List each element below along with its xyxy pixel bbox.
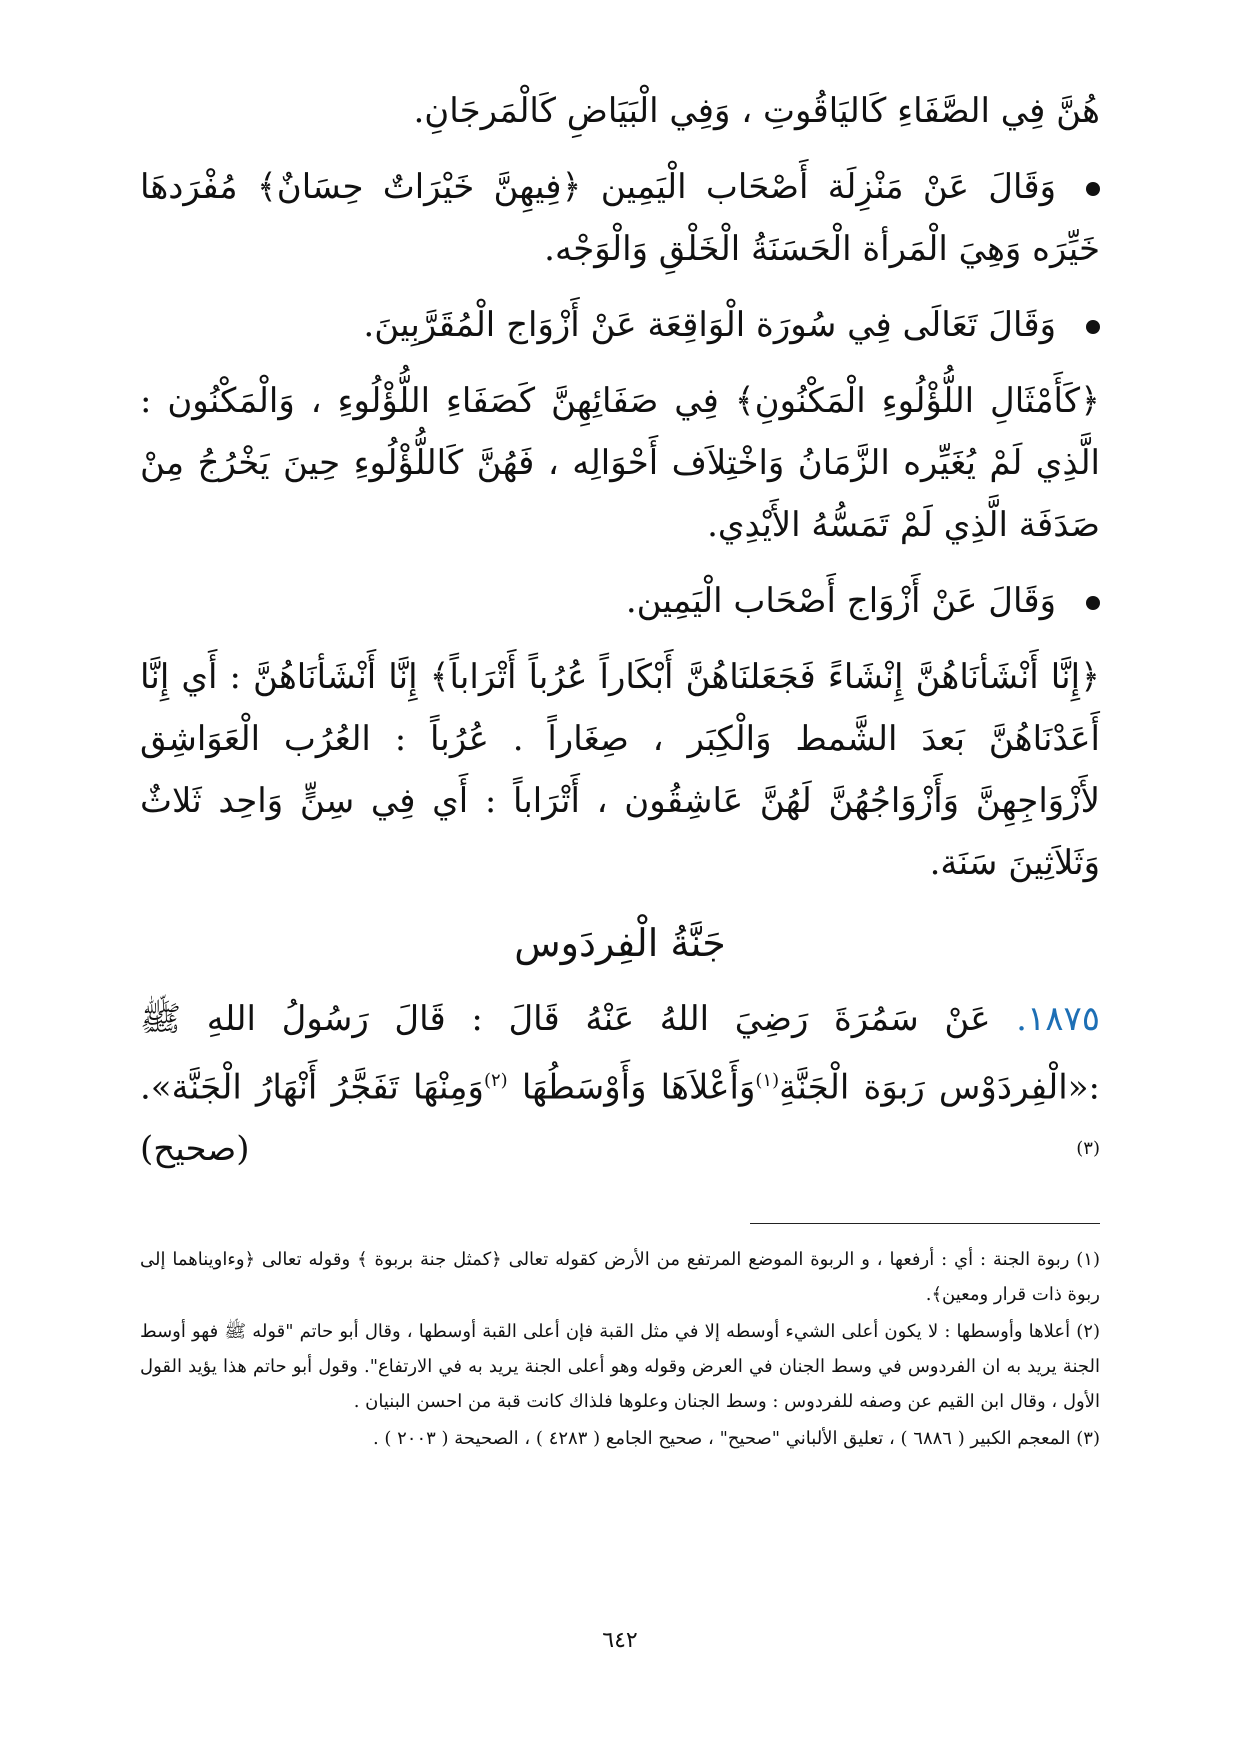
paragraph-5 — [140, 570, 1100, 632]
hadith-text-part2: وَأَعْلاَهَا وَأَوْسَطُهَا — [507, 1067, 756, 1108]
footnote-1: (١) ربوة الجنة : أي : أرفعها ، و الربوة الموضع المرتفع من الأرض كقوله تعالى ﴿كمثل جنة بربوة ﴾ وقوله تعالى ﴿وءاويناهما إلى ربوة ذات قرار ومعين﴾. — [140, 1248, 1100, 1305]
footnote-ref-3[interactable]: (٣) — [1076, 1138, 1100, 1160]
paragraph-4: ﴿كَأَمْثَالِ اللُّؤْلُوءِ الْمَكْنُونِ﴾ فِي صَفَائِهِنَّ كَصَفَاءِ اللُّؤْلُوءِ ، وَالْمَكْنُون : الَّذِي لَمْ يُغَيِّره الزَّمَانُ وَاخْتِلاَف أَحْوَالِه ، فَهُنَّ كَاللُّؤْلُوءِ حِينَ يَخْرُجُ مِنْ صَدَفَة الَّذِي لَمْ تَمَسُّهُ الأَيْدِي. — [140, 381, 1100, 545]
footnotes — [140, 1242, 1100, 1456]
paragraph-2 — [140, 156, 1100, 280]
paragraph-3 — [140, 294, 1100, 356]
footnote-3: (٣) المعجم الكبير ( ٦٨٨٦ ) ، تعليق الألباني "صحيح" ، صحيح الجامع ( ٤٢٨٣ ) ، الصحيحة ( ٢٠٠٣ ) . — [372, 1427, 1100, 1449]
bullet-icon — [1086, 596, 1100, 610]
paragraph-6: ﴿إِنَّا أَنْشَأنَاهُنَّ إِنْشَاءً فَجَعَلنَاهُنَّ أَبْكَاراً عُرُباً أَتْرَاباً﴾ إِنَّا أَنْشَأنَاهُنَّ : أَي إِنَّا أَعَدْنَاهُنَّ بَعدَ الشَّمط وَالْكِبَر ، صِغَاراً . عُرُباً : العُرُب الْعَوَاشِق لأَزْوَاجِهِنَّ وَأَزْوَاجُهُنَّ لَهُنَّ عَاشِقُون ، أَتْرَاباً : أَي فِي سِنٍّ وَاحِد ثَلاثٌ وَثَلاَثِينَ سَنَة. — [140, 657, 1100, 883]
section-heading: جَنَّةُ الْفِردَوس — [514, 921, 726, 965]
paragraph-5-text: وَقَالَ عَنْ أَزْوَاج أَصْحَاب الْيَمِين. — [625, 581, 1056, 621]
hadith-number: ١٨٧٥. — [1016, 999, 1100, 1039]
bullet-icon — [1086, 320, 1100, 334]
hadith-paragraph — [140, 988, 1100, 1187]
footnote-2: (٢) أعلاها وأوسطها : لا يكون أعلى الشيء أوسطه إلا في مثل القبة فإن أعلى القبة أوسطها ، وقال أبو حاتم "قوله ﷺ فهو أوسط الجنة يريد به ان الفردوس في وسط الجنان في العرض وقوله وهو أعلى الجنة يريد به في الارتفاع". وقول أبو حاتم هذا يؤيد القول الأول ، وقال ابن القيم عن وصفه للفردوس : وسط الجنان وعلوها فلذاك كانت قبة من احسن البنيان . — [140, 1320, 1100, 1412]
page-number: ٦٤٢ — [602, 1628, 638, 1653]
hadith-text-part1: عَنْ سَمُرَةَ رَضِيَ اللهُ عَنْهُ قَالَ : قَالَ رَسُولُ اللهِ ﷺ :«الْفِردَوْس رَبوَة الْجَنَّةِ — [140, 999, 1100, 1108]
hadith-text-part3: وَمِنْهَا تَفَجَّرُ أَنْهَارُ الْجَنَّة». — [140, 1067, 484, 1108]
footnote-ref-2[interactable]: (٢) — [483, 1070, 508, 1091]
paragraph-2-text: وَقَالَ عَنْ مَنْزِلَة أَصْحَاب الْيَمِين ﴿فِيهِنَّ خَيْرَاتٌ حِسَانٌ﴾ مُفْرَدهَا خَيِّرَه وَهِيَ الْمَرأة الْحَسَنَةُ الْخَلْقِ وَالْوَجْه. — [140, 167, 1100, 269]
bullet-icon — [1086, 182, 1100, 196]
document-page — [140, 80, 1100, 1740]
footnote-divider — [750, 1223, 1100, 1224]
hadith-grade: (صحيح) — [140, 1129, 250, 1170]
footnote-ref-1[interactable]: (١) — [755, 1070, 780, 1091]
paragraph-1: هُنَّ فِي الصَّفَاءِ كَاليَاقُوتِ ، وَفِي الْبَيَاضِ كَالْمَرجَانِ. — [413, 91, 1100, 131]
paragraph-3-text: وَقَالَ تَعَالَى فِي سُورَة الْوَاقِعَة عَنْ أَزْوَاج الْمُقَرَّبِينَ. — [363, 305, 1056, 345]
